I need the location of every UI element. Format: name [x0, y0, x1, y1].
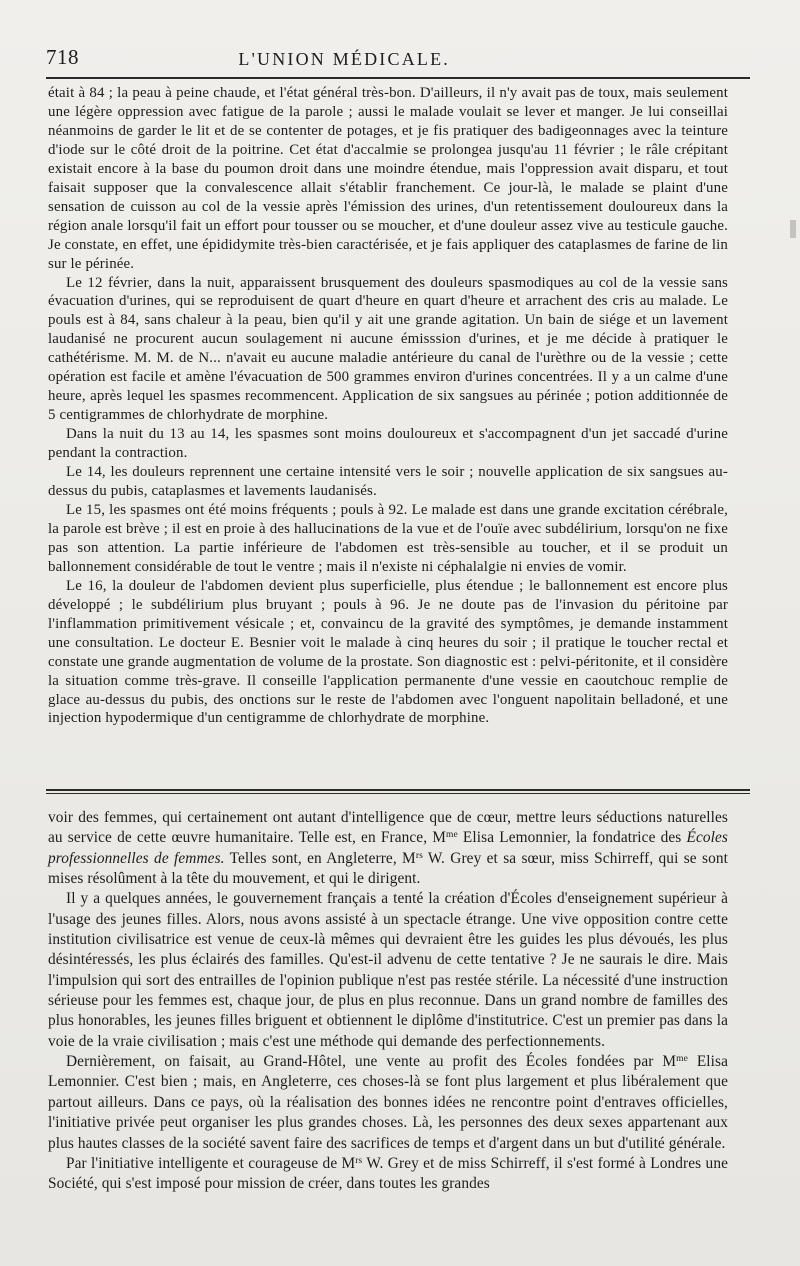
text-run: W. Grey et sa sœur, miss Schirreff, qui se sont mises résolûment à la tête du mouvement, et qui le dirigent. [48, 849, 728, 888]
case-paragraph-2: Le 12 février, dans la nuit, apparaissent brusquement des douleurs spasmodiques au col de la vessie sans évacuation d'urines, qui se reproduisent de quart d'heure en quart d'heure et arrachent des cris au malade. Le pouls est à 84, sans chaleur à la peau, bien qu'il y ait une grande agitation. Un bain de siége et un lavement laudanisé ne procurent aucun soulagement ni aucune émisssion d'urines, et je me décide à pratiquer le cathétérisme. M. M. de N... n'avait eu aucune maladie antérieure du canal de l'urèthre ou de la vessie ; cette opération est facile et amène l'évacuation de 500 grammes environ d'urines concentrées. Il y a un calme d'une heure, après lequel les spasmes recommencent. Application de six sangsues au périnée ; potion additionnée de 5 centigrammes de chlorhydrate de morphine. [48, 274, 728, 424]
text-run: Telles sont, en Angleterre, M [224, 849, 416, 867]
page-number: 718 [46, 45, 79, 69]
superscript-abbrev: me [676, 1053, 688, 1064]
feuilleton-paragraph-1 [48, 808, 728, 889]
header-rule [46, 77, 750, 79]
page-header [46, 44, 740, 70]
text-run: Dernièrement, on faisait, au Grand-Hôtel, une vente au profit des Écoles fondées par M [66, 1053, 677, 1071]
text-run: Par l'initiative intelligente et courageuse de M [66, 1154, 356, 1172]
text-run: Elisa Lemonnier. C'est bien ; mais, en Angleterre, ces choses-là se font plus largement et plus libéralement que partout ailleurs. Dans ce pays, où la réalisation des bonnes idées ne rencontre point d'entraves officielles, l'initiative privée peut organiser les plus grandes choses. Là, les personnes des deux sexes appartenant aux plus hautes classes de la société savent faire des sacrifices de temps et d'argent dans un but d'utilité générale. [48, 1053, 728, 1152]
journal-title: L'UNION MÉDICALE. [238, 49, 450, 69]
text-run: voir des femmes, qui certainement ont autant d'intelligence que de cœur, mettre leurs séductions naturelles au service de cette œuvre humanitaire. Telle est, en France, M [48, 809, 728, 847]
case-paragraph-5: Le 15, les spasmes ont été moins fréquents ; pouls à 92. Le malade est dans une grande excitation cérébrale, la parole est brève ; il est en proie à des hallucinations de la vue et de l'ouïe avec subdélirium, lorsqu'on ne fixe pas son attention. La partie inférieure de l'abdomen est très-sensible au toucher, et il se produit un ballonnement considérable de tout le ventre ; mais il n'existe ni céphalalgie ni envies de vomir. [48, 501, 728, 575]
superscript-abbrev: rs [355, 1155, 363, 1166]
superscript-abbrev: rs [415, 850, 423, 861]
case-paragraph-4: Le 14, les douleurs reprennent une certaine intensité vers le soir ; nouvelle application de six sangsues au-dessus du pubis, cataplasmes et lavements laudanisés. [48, 464, 728, 500]
case-paragraph-1: était à 84 ; la peau à peine chaude, et l'état général très-bon. D'ailleurs, il n'y avait pas de toux, mais seulement une légère oppression avec fatigue de la parole ; aussi le malade voulait se lever et manger. Je lui conseillai néanmoins de garder le lit et de se contenter de potages, et je fis pratiquer des badigeonnages avec la teinture d'iode sur le côté droit de la poitrine. Cet état d'accalmie se prolongea jusqu'au 11 février ; le râle crépitant existait encore à la base du poumon droit dans une moindre étendue, mais l'oppression avait disparu, et tout faisait supposer que la convalescence allait s'établir franchement. Ce jour-là, le malade se plaint d'une sensation de cuisson au col de la vessie après l'émission des urines, d'un retentissement douloureux dans la région anale lorsqu'il fait un effort pour tousser ou se moucher, et d'une douleur assez vive au testicule gauche. Je constate, en effet, une épididymite très-bien caractérisée, et je fais appliquer des cataplasmes de farine de lin sur le périnée. [48, 85, 728, 272]
feuilleton-rule-thin [46, 793, 750, 794]
case-report-column [48, 84, 728, 728]
italic-title: Écoles professionnelles de femmes. [48, 829, 728, 867]
case-paragraph-6: Le 16, la douleur de l'abdomen devient plus superficielle, plus étendue ; le ballonnement est encore plus développé ; le subdélirium plus bruyant ; pouls à 96. Je ne doute pas de l'invasion du péritoine par l'inflammation primitivement vésicale ; et, convaincu de la gravité des symptômes, je demande instamment une consultation. Le docteur E. Besnier voit le malade à cinq heures du soir ; il pratique le toucher rectal et constate une grande augmentation de volume de la prostate. Son diagnostic est : pelvi-péritonite, et il considère la situation comme très-grave. Il conseille l'application permanente d'une vessie en caoutchouc remplie de glace au-dessus du pubis, des onctions sur le reste de l'abdomen avec l'onguent napolitain belladoné, et une injection hypodermique d'un centigramme de chlorhydrate de morphine. [48, 577, 728, 727]
superscript-abbrev: me [446, 830, 458, 841]
feuilleton-rule-thick [46, 789, 750, 791]
text-run: Elisa Lemonnier, la fondatrice des [457, 829, 687, 847]
case-paragraph-3: Dans la nuit du 13 au 14, les spasmes sont moins douloureux et s'accompagnent d'un jet saccadé d'urine pendant la contraction. [48, 426, 728, 462]
feuilleton-column [48, 808, 728, 1195]
text-run: W. Grey et de miss Schirreff, il s'est formé à Londres une Société, qui s'est imposé pour mission de créer, dans toutes les grandes [48, 1154, 728, 1193]
feuilleton-paragraph-2: Il y a quelques années, le gouvernement français a tenté la création d'Écoles d'enseignement supérieur à l'usage des jeunes filles. Alors, nous avons assisté à un spectacle étrange. Une vive opposition contre cette institution civilisatrice est venue de ceux-là mêmes qui devraient être les guides les plus dévoués, les plus désintéressés, les plus éclairés des familles. Qu'est-il advenu de cette tentative ? Je ne saurais le dire. Mais l'impulsion qui sort des entrailles de l'opinion publique n'est pas restée stérile. La nécessité d'une instruction sérieuse pour les femmes est, chaque jour, de plus en plus reconnue. Dans un grand nombre de familles des plus honorables, les jeunes filles briguent et obtiennent le diplôme d'institutrice. C'est un premier pas dans la voie de la vraie civilisation ; mais c'est une méthode qui demande des perfectionnements. [48, 890, 728, 1050]
feuilleton-paragraph-3 [48, 1052, 728, 1154]
page-edge-mark [790, 220, 796, 238]
feuilleton-paragraph-4 [48, 1154, 728, 1195]
